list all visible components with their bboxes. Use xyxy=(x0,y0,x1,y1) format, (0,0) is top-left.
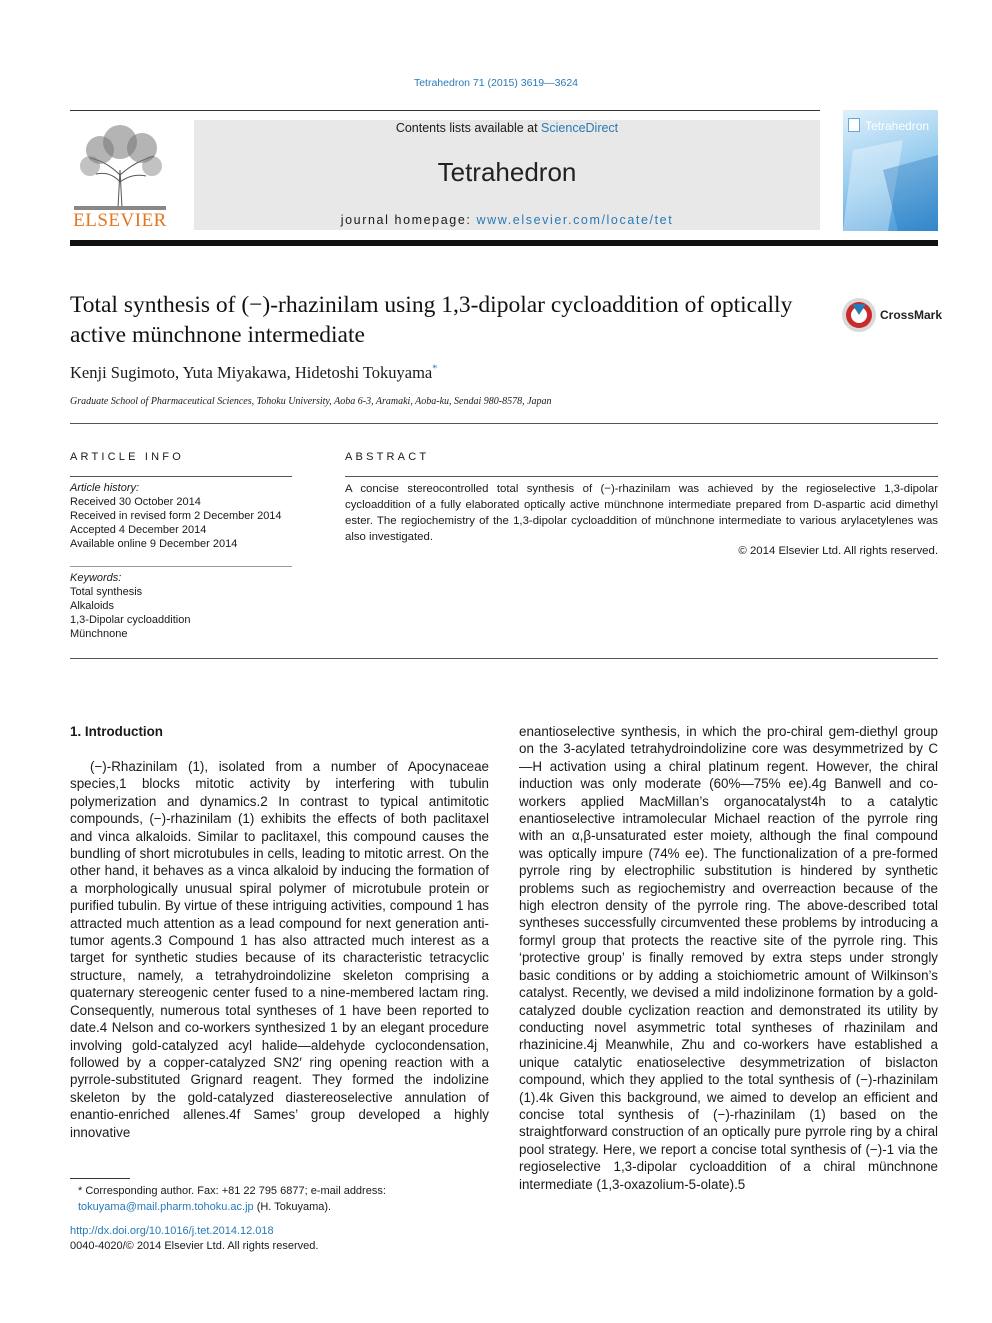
cover-graphic xyxy=(843,110,938,231)
cover-title: Tetrahedron xyxy=(865,119,930,133)
crossmark-badge[interactable] xyxy=(840,296,943,334)
corresponding-author-mark[interactable]: * xyxy=(432,363,438,375)
affiliation-divider xyxy=(70,423,938,424)
history-item: Available online 9 December 2014 xyxy=(70,538,238,550)
crossmark-label: CrossMark xyxy=(880,308,943,322)
article-info-rule xyxy=(70,476,292,477)
abstract-bottom-rule xyxy=(70,658,938,659)
keyword-item: 1,3-Dipolar cycloaddition xyxy=(70,614,191,626)
keywords-rule xyxy=(70,566,292,567)
intro-right-column: enantioselective synthesis, in which the pro-chiral gem-diethyl group on the 3-acylated tetrahydroindolizine core was desymmetrized by C—H activation using a chiral platinum regent. However, the chiral induction was only moderate (60%—75% ee).4g Banwell and co-workers applied MacMillan’s organocatalyst4h to a catalytic enantioselective intramolecular Michael reaction of the pyrrole ring with an α,β-unsaturated ester moiety, although the final compound was optically impure (74% ee). The functionalization of a pre-formed pyrrole ring by electrophilic substitution is hindered by synthetic problems such as regiochemistry and overreaction because of the high electron density of the pyrrole ring. The above-described total syntheses successfully circumvented these problems by introducing a formyl group that protects the reactive site of the pyrrole ring. This ‘protective group’ is finally removed by extra steps under strongly basic conditions or by adding a stoichiometric amount of Wilkinson’s catalyst. Recently, we devised a mild indolizinone formation by a gold-catalyzed double cyclization reaction and demonstrated its utility by conducting novel asymmetric total syntheses of rhazinilam and rhazinicine.4j Meanwhile, Zhu and co-workers have established a unique catalytic enatioselective desymmetrization of bislacton compound, which they applied to the total synthesis of (−)-rhazinilam (1).4k Given this background, we aimed to develop an efficient and concise total synthesis of (−)-rhazinilam (1) based on the straightforward construction of an optically pure pyrrole ring by a chiral pool strategy. Here, we report a concise total synthesis of (−)-1 via the regioselective 1,3-dipolar cycloaddition of a chiral münchnone intermediate (1,3-oxazolium-5-olate).5 xyxy=(519,724,938,1192)
keywords-list xyxy=(70,571,310,641)
keyword-item: Total synthesis xyxy=(70,586,143,598)
article-title: Total synthesis of (−)-rhazinilam using 1,3-dipolar cycloaddition of optically active münchnone intermediate xyxy=(70,292,793,348)
history-item: Received in revised form 2 December 2014 xyxy=(70,510,282,522)
contents-prefix: Contents lists available at xyxy=(395,121,542,135)
keyword-item: Münchnone xyxy=(70,628,128,640)
journal-cover-thumbnail[interactable] xyxy=(843,110,938,231)
author-email-link[interactable]: tokuyama@mail.pharm.tohoku.ac.jp xyxy=(78,1201,254,1213)
author-list xyxy=(70,363,437,383)
corresponding-text: * Corresponding author. Fax: +81 22 795 6877; e-mail address: xyxy=(78,1185,386,1197)
corresponding-footnote xyxy=(70,1183,490,1215)
elsevier-wordmark: ELSEVIER xyxy=(73,210,167,231)
article-history xyxy=(70,481,310,551)
header-divider xyxy=(70,110,820,111)
history-item: Accepted 4 December 2014 xyxy=(70,524,207,536)
abstract-copyright: © 2014 Elsevier Ltd. All rights reserved. xyxy=(738,545,938,557)
journal-reference[interactable]: Tetrahedron 71 (2015) 3619—3624 xyxy=(413,77,579,89)
homepage-prefix: journal homepage: xyxy=(340,213,477,227)
intro-left-column: (−)-Rhazinilam (1), isolated from a number of Apocynaceae species,1 blocks mitotic activity by interfering with tubulin polymerization and dynamics.2 In contrast to typical antimitotic compounds, (−)-rhazinilam (1) exhibits the effects of both paclitaxel and vinca alkaloids. Similar to paclitaxel, this compound causes the bundling of short microtubules in cells, leading to mitotic arrest. On the other hand, it behaves as a vinca alkaloid by inducing the formation of a morphologically unusual spiral polymer of microtubule protein or purified tubulin. By virtue of these intriguing activities, compound 1 has attracted much attention as a lead compound for next generation anti-tumor agents.3 Compound 1 has also attracted much interest as a target for synthetic studies because of its characteristic tetracyclic structure, namely, a tetrahydroindolizine skeleton comprising a quaternary stereogenic center fused to a nine-membered lactam ring. Consequently, numerous total syntheses of 1 have been reported to date.4 Nelson and co-workers synthesized 1 by an elegant procedure involving gold-catalyzed acyl halide—aldehyde cyclocondensation, followed by a copper-catalyzed SN2′ ring opening reaction with a pyrrole-substituted Grignard reagent. They formed the indolizine skeleton by the gold-catalyzed diastereoselective annulation of enantio-enriched allenes.4f Sames’ group developed a highly innovative xyxy=(70,759,489,1140)
abstract-text: A concise stereocontrolled total synthesis of (−)-rhazinilam was achieved by the regioselective 1,3-dipolar cycloaddition of a fully elaborated optically active münchnone intermediate prepared from D-aspartic acid dimethyl ester. The regiochemistry of the 1,3-dipolar cycloaddition of münchnone intermediate to various arylacetylenes was also investigated. xyxy=(345,483,938,543)
abstract-heading: ABSTRACT xyxy=(345,451,430,463)
elsevier-logo[interactable] xyxy=(70,120,170,232)
affiliation: Graduate School of Pharmaceutical Sciences, Tohoku University, Aoba 6-3, Aramaki, Aoba-ku, Sendai 980-8578, Japan xyxy=(70,396,552,407)
crossmark-icon xyxy=(840,296,878,334)
header-thick-rule xyxy=(70,240,938,246)
history-label: Article history: xyxy=(70,482,140,494)
sciencedirect-link[interactable]: ScienceDirect xyxy=(541,121,619,135)
keywords-label: Keywords: xyxy=(70,572,122,584)
contents-line xyxy=(194,121,820,135)
issn-line: 0040-4020/© 2014 Elsevier Ltd. All rights reserved. xyxy=(70,1240,319,1252)
footnote-rule xyxy=(70,1178,130,1179)
article-info-heading: ARTICLE INFO xyxy=(70,451,184,463)
history-item: Received 30 October 2014 xyxy=(70,496,201,508)
journal-homepage xyxy=(194,213,820,227)
doi-link[interactable] xyxy=(70,1223,274,1239)
introduction-heading: 1. Introduction xyxy=(70,724,163,739)
journal-name: Tetrahedron xyxy=(437,157,577,187)
doi-text[interactable]: http://dx.doi.org/10.1016/j.tet.2014.12.018 xyxy=(70,1225,274,1237)
keyword-item: Alkaloids xyxy=(70,600,115,612)
corresponding-suffix: (H. Tokuyama). xyxy=(253,1201,332,1213)
abstract-rule xyxy=(345,476,938,477)
homepage-link[interactable]: www.elsevier.com/locate/tet xyxy=(476,213,674,227)
authors-names: Kenji Sugimoto, Yuta Miyakawa, Hidetoshi Tokuyama xyxy=(70,363,433,382)
